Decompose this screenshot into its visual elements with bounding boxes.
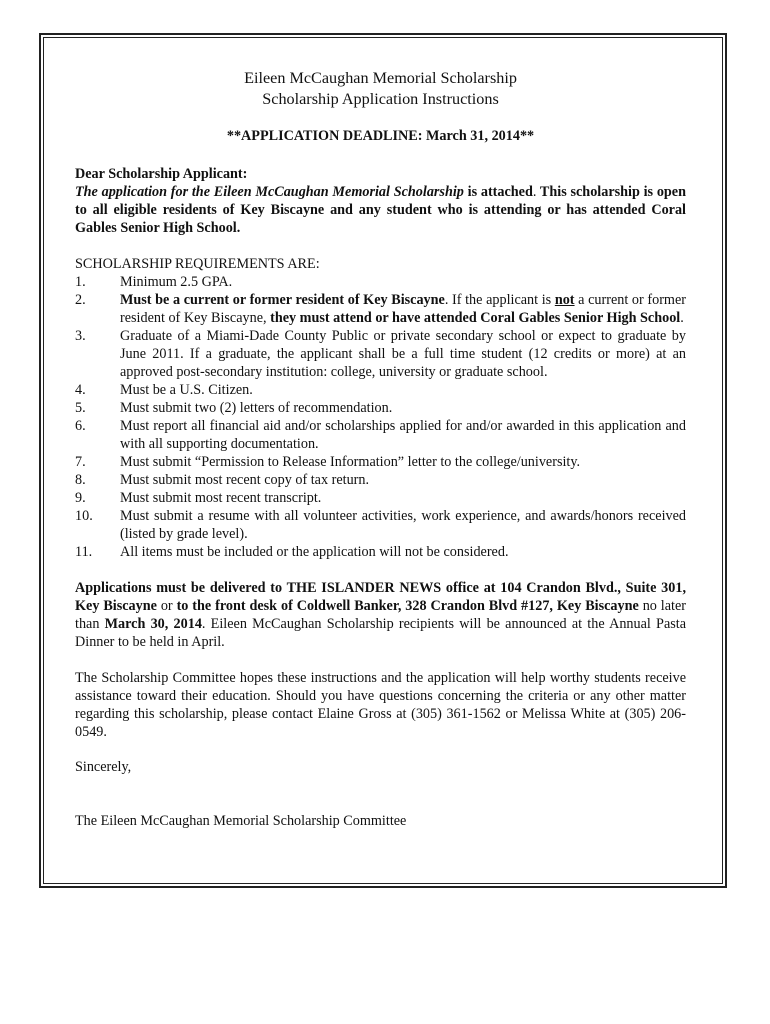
requirement-text bbox=[120, 291, 686, 327]
requirement-number: 6. bbox=[75, 418, 86, 434]
requirement-item bbox=[75, 291, 686, 327]
residency-requirement: Must be a current or former resident of Key Biscayne bbox=[120, 292, 445, 308]
requirement-item bbox=[75, 453, 686, 471]
requirement-item bbox=[75, 471, 686, 489]
requirement-text: Must submit two (2) letters of recommendation. bbox=[120, 400, 393, 416]
coral-gables-requirement: they must attend or have attended Coral Gables Senior High School bbox=[270, 310, 681, 326]
eligibility-text: This scholarship is open to all eligible residents of Key Biscayne and any student who is attending or has attended Coral Gables Senior High School. bbox=[75, 184, 686, 236]
requirement-item bbox=[75, 327, 686, 381]
requirement-text-part: a current or former resident of Key Biscayne, bbox=[120, 292, 686, 326]
signature-committee: The Eileen McCaughan Memorial Scholarship Committee bbox=[75, 813, 407, 829]
title-line-1: Eileen McCaughan Memorial Scholarship bbox=[244, 69, 517, 87]
application-deadline: **APPLICATION DEADLINE: March 31, 2014** bbox=[226, 128, 535, 144]
requirement-text: Minimum 2.5 GPA. bbox=[120, 274, 233, 290]
contact-paragraph: The Scholarship Committee hopes these instructions and the application will help worthy students receive assistance toward their education. Should you have questions concerning the criteria or any other matter regarding this scholarship, please contact Elaine Gross at (305) 361-1562 or Melissa White at (305) 206-0549. bbox=[75, 670, 686, 740]
requirement-item bbox=[75, 381, 686, 399]
requirement-number: 4. bbox=[75, 382, 86, 398]
intro-paragraph bbox=[75, 183, 686, 237]
requirement-item bbox=[75, 417, 686, 453]
requirement-number: 3. bbox=[75, 328, 86, 344]
requirement-text: Must submit most recent copy of tax return. bbox=[120, 472, 370, 488]
requirements-heading: SCHOLARSHIP REQUIREMENTS ARE: bbox=[75, 256, 320, 272]
requirement-text: Must submit most recent transcript. bbox=[120, 490, 322, 506]
emphasis-not: not bbox=[554, 292, 575, 308]
requirement-item bbox=[75, 273, 686, 291]
delivery-text-part: no later than bbox=[75, 598, 686, 632]
requirement-text-part: . bbox=[680, 310, 684, 326]
requirement-text: All items must be included or the application will not be considered. bbox=[120, 544, 509, 560]
delivery-text-part: or bbox=[156, 598, 177, 614]
requirement-number: 8. bbox=[75, 472, 86, 488]
requirement-number: 2. bbox=[75, 292, 86, 308]
requirements-list bbox=[75, 273, 686, 561]
requirement-text-part: . If the applicant is bbox=[444, 292, 555, 308]
requirement-text: Must submit “Permission to Release Information” letter to the college/university. bbox=[120, 454, 581, 470]
requirement-item bbox=[75, 543, 686, 561]
sincerely: Sincerely, bbox=[75, 759, 132, 775]
requirement-number: 7. bbox=[75, 454, 86, 470]
attached-text: is attached bbox=[463, 184, 533, 200]
document-title bbox=[75, 68, 686, 110]
requirement-item bbox=[75, 489, 686, 507]
delivery-paragraph bbox=[75, 579, 686, 651]
salutation: Dear Scholarship Applicant: bbox=[75, 166, 248, 182]
application-name: The application for the Eileen McCaughan Memorial Scholarship bbox=[75, 184, 464, 200]
delivery-deadline: March 30, 2014 bbox=[104, 616, 202, 632]
requirement-item bbox=[75, 399, 686, 417]
letter-content bbox=[75, 68, 686, 830]
requirement-number: 5. bbox=[75, 400, 86, 416]
requirement-number: 11. bbox=[75, 544, 93, 560]
coldwell-banker-address: to the front desk of Coldwell Banker, 328 Crandon Blvd #127, Key Biscayne bbox=[176, 598, 639, 614]
requirement-item bbox=[75, 507, 686, 543]
intro-period: . bbox=[532, 184, 537, 200]
islander-news-address: Applications must be delivered to THE ISLANDER NEWS office at 104 Crandon Blvd., Suite 301, Key Biscayne bbox=[75, 580, 686, 614]
requirement-number: 9. bbox=[75, 490, 86, 506]
requirement-number: 10. bbox=[75, 508, 93, 524]
requirement-text: Must be a U.S. Citizen. bbox=[120, 382, 253, 398]
requirement-text: Must submit a resume with all volunteer activities, work experience, and awards/honors received (listed by grade level). bbox=[120, 508, 686, 542]
delivery-text-part: . Eileen McCaughan Scholarship recipients will be announced at the Annual Pasta Dinner to be held in April. bbox=[75, 616, 687, 650]
requirement-text: Must report all financial aid and/or scholarships applied for and/or awarded in this application and with all supporting documentation. bbox=[120, 418, 686, 452]
requirement-text: Graduate of a Miami-Dade County Public or private secondary school or expect to graduate by June 2011. If a graduate, the applicant shall be a full time student (12 credits or more) at an approved post-secondary institution: college, university or graduate school. bbox=[120, 328, 686, 380]
title-line-2: Scholarship Application Instructions bbox=[262, 90, 499, 108]
requirement-number: 1. bbox=[75, 274, 86, 290]
